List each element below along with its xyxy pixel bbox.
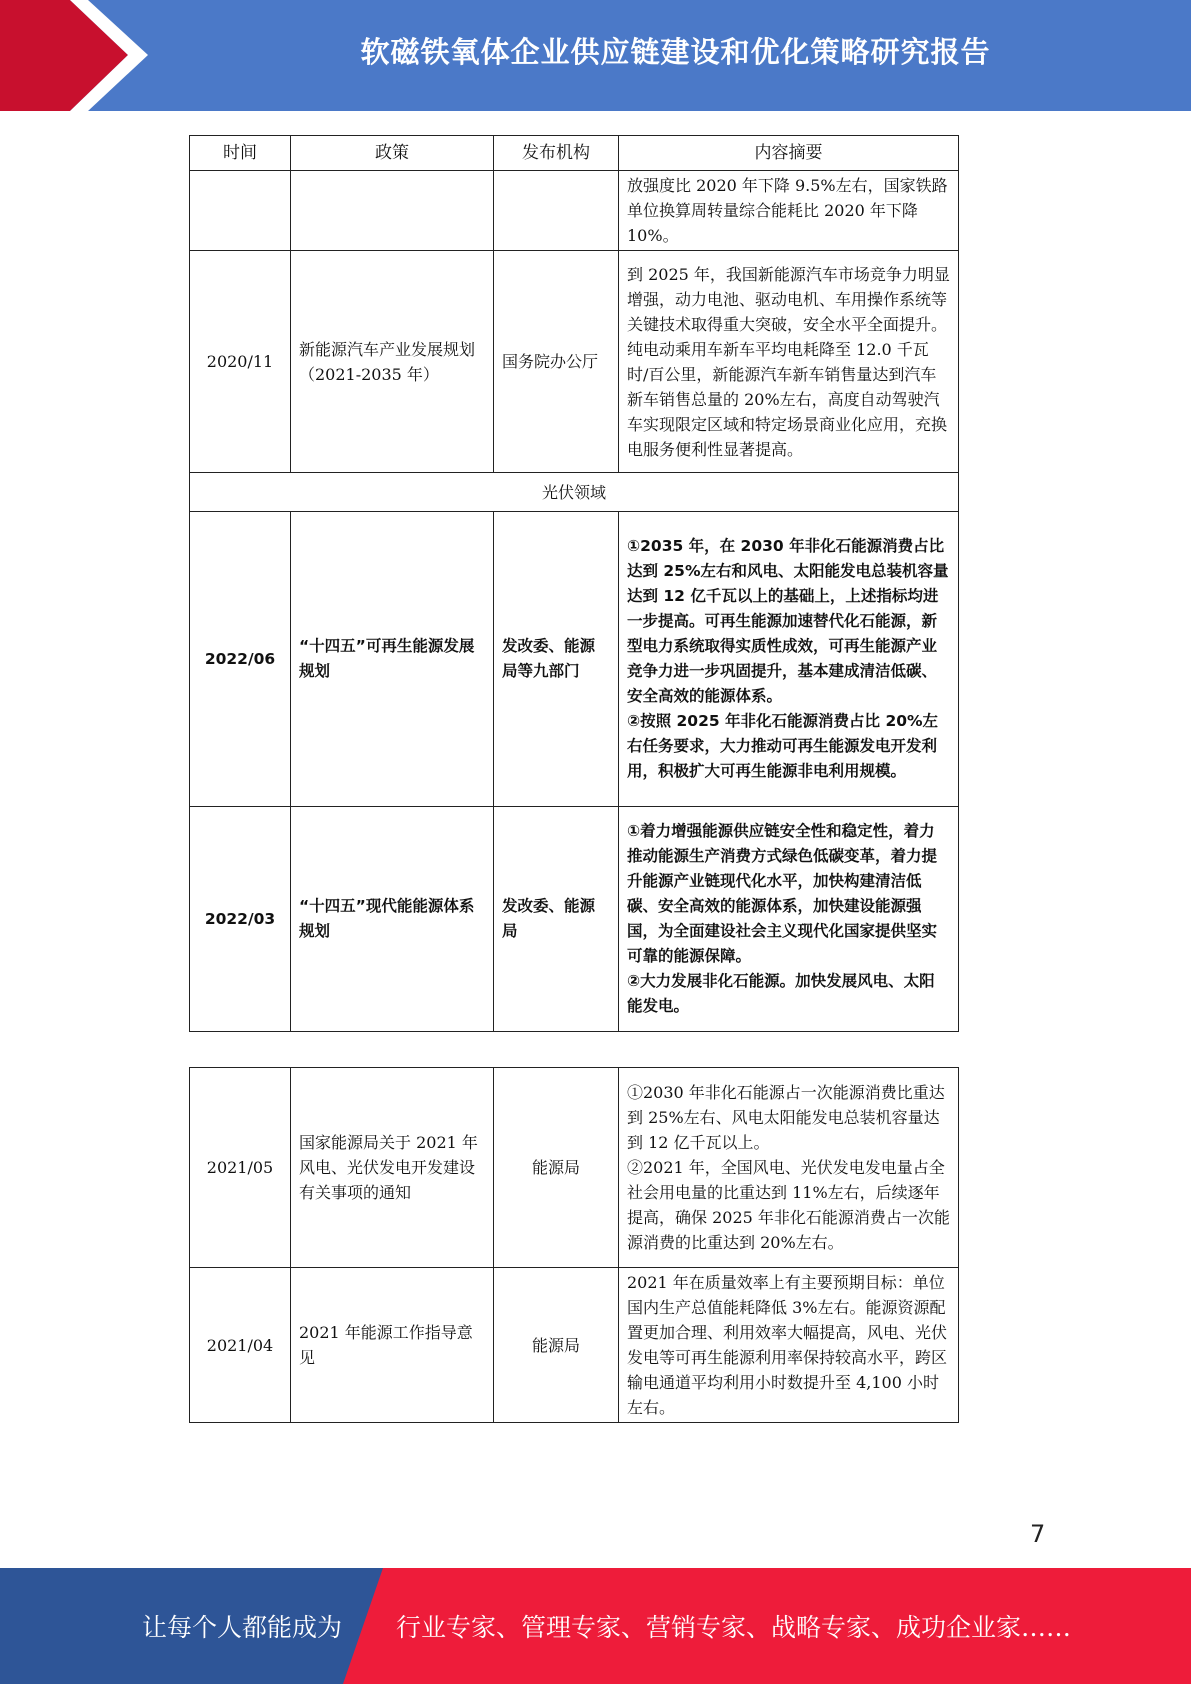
table-row: [190, 512, 959, 807]
summary-paragraph: ①2030 年非化石能源占一次能源消费比重达到 25%左右、风电太阳能发电总装机容量达到 12 亿千瓦以上。: [627, 1083, 945, 1152]
report-title: 软磁铁氧体企业供应链建设和优化策略研究报告: [360, 34, 991, 69]
summary-paragraph: ②按照 2025 年非化石能源消费占比 20%左右任务要求，大力推动可再生能源发电开发利用，积极扩大可再生能源非电利用规模。: [627, 712, 939, 780]
summary-paragraph: ②大力发展非化石能源。加快发展风电、太阳能发电。: [627, 972, 935, 1015]
table-row: [190, 1068, 959, 1268]
row-policy: “十四五”可再生能源发展规划: [291, 512, 494, 807]
table-header-row: [190, 136, 959, 171]
page-number: 7: [1030, 1520, 1046, 1548]
column-header-agency: 发布机构: [494, 136, 619, 171]
page-header: [0, 0, 1191, 111]
row-date: 2022/06: [190, 512, 291, 807]
row-agency: 国务院办公厅: [494, 251, 619, 473]
column-header-summary: 内容摘要: [619, 136, 959, 171]
row-agency: [494, 171, 619, 251]
summary-paragraph: 放强度比 2020 年下降 9.5%左右，国家铁路单位换算周转量综合能耗比 2020 年下降 10%。: [627, 176, 948, 245]
row-summary: [619, 171, 959, 251]
column-header-policy: 政策: [291, 136, 494, 171]
row-policy: [291, 171, 494, 251]
footer-slogan-left: 让每个人都能成为: [142, 1613, 343, 1642]
summary-paragraph: ①着力增强能源供应链安全性和稳定性，着力推动能源生产消费方式绿色低碳变革，着力提升能源产业链现代化水平，加快构建清洁低碳、安全高效的能源体系，加快建设能源强国，为全面建设社会主义现代化国家提供坚实可靠的能源保障。: [627, 822, 938, 965]
row-policy: 国家能源局关于 2021 年风电、光伏发电开发建设有关事项的通知: [291, 1068, 494, 1268]
section-row: [190, 473, 959, 512]
row-policy: 新能源汽车产业发展规划（2021-2035 年）: [291, 251, 494, 473]
page-footer: [0, 1568, 1191, 1684]
table-row: [190, 171, 959, 251]
row-date: 2022/03: [190, 807, 291, 1032]
row-agency: 能源局: [494, 1268, 619, 1423]
table-row: [190, 807, 959, 1032]
footer-slogan-right: 行业专家、管理专家、营销专家、战略专家、成功企业家……: [396, 1613, 1072, 1642]
policy-table-top: [189, 135, 959, 1032]
row-policy: “十四五”现代能能源体系规划: [291, 807, 494, 1032]
row-date: 2021/04: [190, 1268, 291, 1423]
section-label: 光伏领域: [190, 473, 959, 512]
row-summary: [619, 512, 959, 807]
row-policy: 2021 年能源工作指导意见: [291, 1268, 494, 1423]
row-summary: [619, 1068, 959, 1268]
row-summary: [619, 251, 959, 473]
row-agency: 发改委、能源局等九部门: [494, 512, 619, 807]
row-agency: 发改委、能源局: [494, 807, 619, 1032]
row-date: [190, 171, 291, 251]
row-date: 2020/11: [190, 251, 291, 473]
policy-table-bottom: [189, 1067, 959, 1423]
row-summary: [619, 807, 959, 1032]
row-agency: 能源局: [494, 1068, 619, 1268]
row-summary: [619, 1268, 959, 1423]
summary-paragraph: 到 2025 年，我国新能源汽车市场竞争力明显增强，动力电池、驱动电机、车用操作系统等关键技术取得重大突破，安全水平全面提升。纯电动乘用车新车平均电耗降至 12.0 千瓦时/百公里，新能源汽车新车销售量达到汽车新车销售总量的 20%左右，高度自动驾驶汽车实现限定区域和特定场景商业化应用，充换电服务便利性显著提高。: [627, 264, 950, 459]
red-arrow-decoration: [0, 0, 160, 111]
table-row: [190, 1268, 959, 1423]
summary-paragraph: ②2021 年，全国风电、光伏发电发电量占全社会用电量的比重达到 11%左右，后续逐年提高，确保 2025 年非化石能源消费占一次能源消费的比重达到 20%左右。: [627, 1158, 950, 1252]
table-row: [190, 251, 959, 473]
row-date: 2021/05: [190, 1068, 291, 1268]
column-header-time: 时间: [190, 136, 291, 171]
summary-paragraph: ①2035 年，在 2030 年非化石能源消费占比达到 25%左右和风电、太阳能发电总装机容量达到 12 亿千瓦以上的基础上，上述指标均进一步提高。可再生能源加速替代化石能源，新型电力系统取得实质性成效，可再生能源产业竞争力进一步巩固提升，基本建成清洁低碳、安全高效的能源体系。: [627, 537, 949, 705]
summary-paragraph: 2021 年在质量效率上有主要预期目标：单位国内生产总值能耗降低 3%左右。能源资源配置更加合理、利用效率大幅提高，风电、光伏发电等可再生能源利用率保持较高水平，跨区输电通道平均利用小时数提升至 4,100 小时左右。: [627, 1273, 948, 1417]
